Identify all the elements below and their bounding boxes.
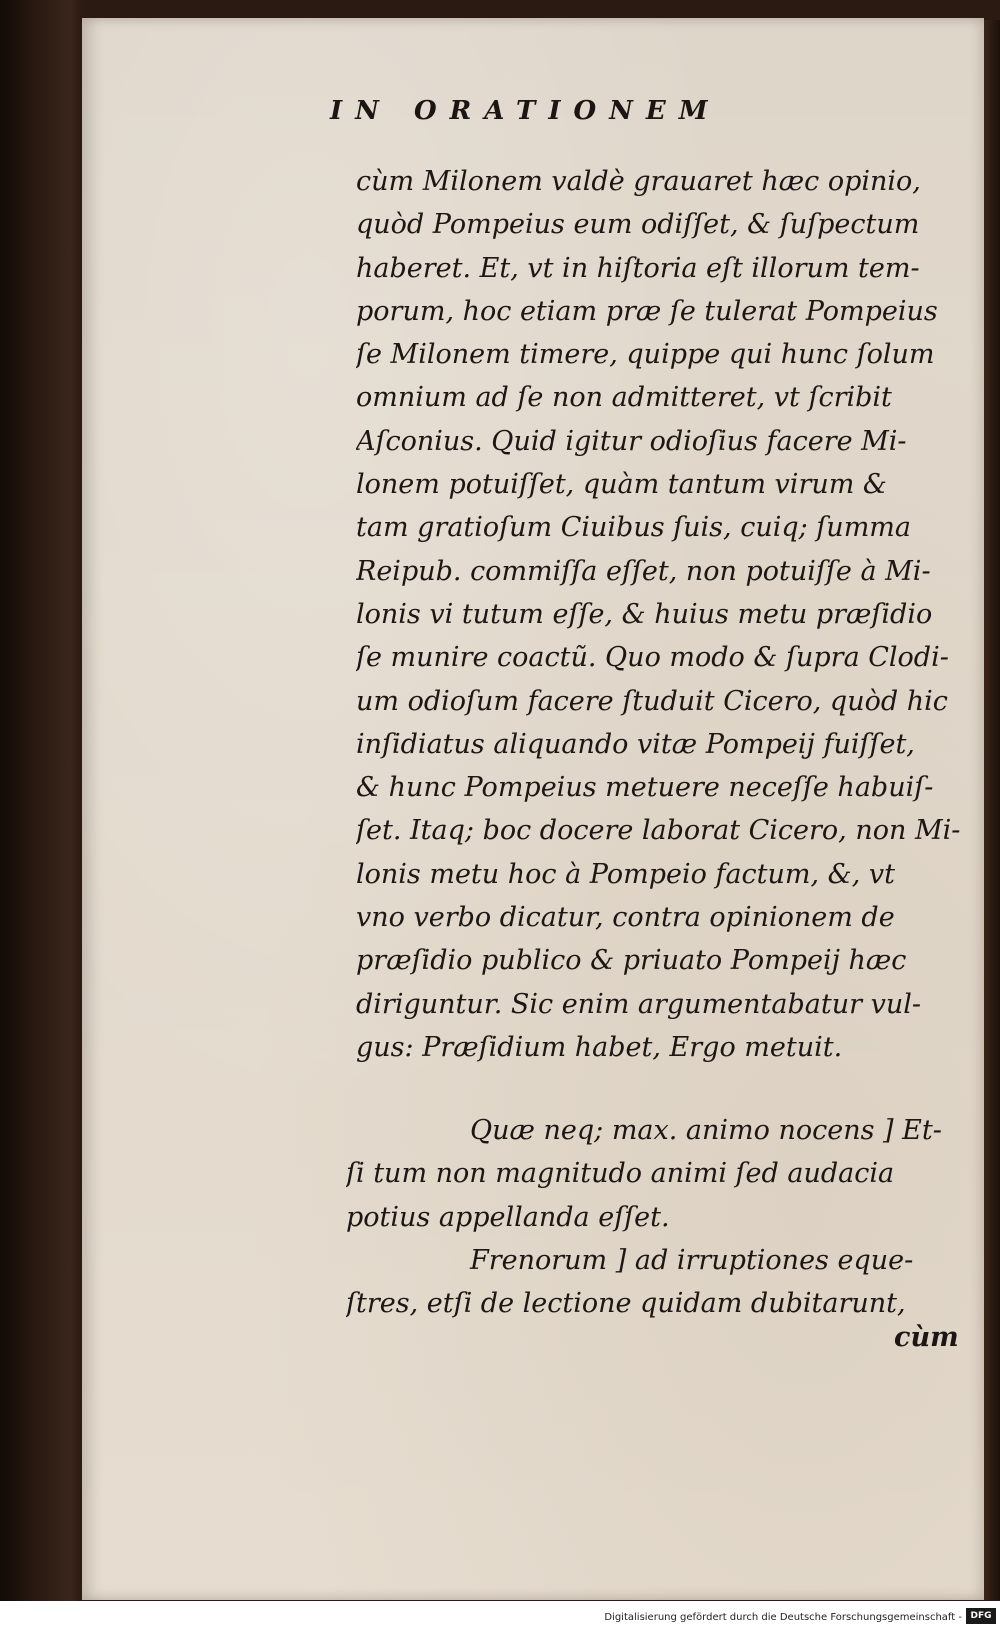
body-line: ſe munire coactũ. Quo modo & ſupra Clodi- — [356, 642, 949, 674]
body-line: Aſconius. Quid igitur odioſius facere Mi- — [356, 425, 907, 457]
note-line: ſtres, etſi de lectione quidam dubitarunt, — [346, 1288, 906, 1320]
commentary-notes — [346, 1109, 970, 1325]
running-head: IN ORATIONEM — [330, 96, 721, 126]
body-line: ſet. Itaq; boc docere laborat Cicero, non Mi- — [356, 815, 961, 847]
body-text — [356, 160, 972, 1069]
body-line: inſidiatus aliquando vitæ Pompeij fuiſſet, — [356, 728, 915, 760]
body-line: vno verbo dicatur, contra opinionem de — [356, 902, 895, 934]
note-line: Quæ neq; max. animo nocens ] Et- — [470, 1115, 942, 1146]
body-line: lonem potuiſſet, quàm tantum virum & — [356, 469, 887, 501]
catchword: cùm — [894, 1322, 959, 1353]
note-line: ſi tum non magnitudo animi ſed audacia — [346, 1158, 895, 1190]
body-line: & hunc Pompeius metuere neceſſe habuiſ- — [356, 772, 934, 804]
body-line: haberet. Et, vt in hiſtoria eſt illorum tem- — [356, 252, 920, 284]
note-line: Frenorum ] ad irruptiones eque- — [470, 1244, 914, 1276]
body-line: quòd Pompeius eum odiſſet, & ſuſpectum — [356, 209, 920, 241]
body-line: præſidio publico & priuato Pompeij hæc — [356, 945, 907, 977]
footer-credit: Digitalisierung gefördert durch die Deutsche Forschungsgemeinschaft - — [604, 1612, 962, 1623]
body-line: omnium ad ſe non admitteret, vt ſcribit — [356, 382, 892, 414]
body-line: porum, hoc etiam præ ſe tulerat Pompeius — [356, 295, 938, 327]
body-line: gus: Præſidium habet, Ergo metuit. — [356, 1031, 843, 1063]
note-line: potius appellanda eſſet. — [346, 1201, 670, 1233]
body-line: um odioſum facere ſtuduit Cicero, quòd hic — [356, 685, 948, 717]
dfg-logo: DFG — [966, 1608, 996, 1624]
body-line: Reipub. commiſſa eſſet, non potuiſſe à Mi- — [356, 555, 931, 587]
body-line: tam gratioſum Ciuibus ſuis, cuiq; ſumma — [356, 512, 911, 544]
body-line: ſe Milonem timere, quippe qui hunc ſolum — [356, 339, 935, 371]
body-line: diriguntur. Sic enim argumentabatur vul- — [356, 988, 921, 1020]
body-line: lonis vi tutum eſſe, & huius metu præſidio — [356, 598, 933, 630]
body-line: cùm Milonem valdè grauaret hæc opinio, — [356, 166, 921, 197]
body-line: lonis metu hoc à Pompeio factum, &, vt — [356, 858, 895, 890]
